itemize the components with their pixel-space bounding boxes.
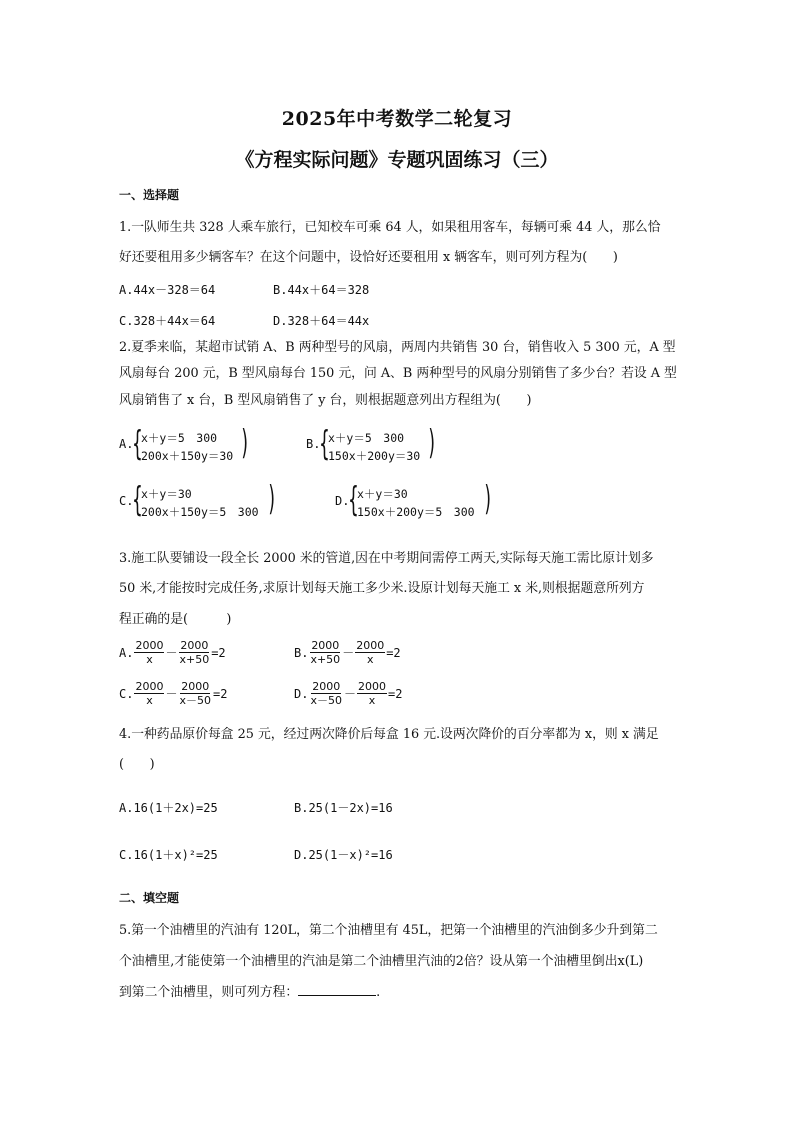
q2-option-b-label: B.	[306, 437, 321, 451]
q3-line-1: 3.施工队要铺设一段全长 2000 米的管道,因在中考期间需停工两天,实际每天施工需比原计划多	[119, 551, 654, 566]
section-heading-choice: 一、选择题	[119, 188, 180, 202]
section-heading-fill: 二、填空题	[119, 891, 180, 905]
q1-option-c: C.328＋44x＝64	[119, 314, 216, 328]
q4-line-2: ( )	[119, 757, 155, 772]
q3-option-a: A. $\frac{2000}{x}$ － $\frac{2000}{x+50}$ =2	[119, 639, 226, 666]
q1-line-1: 1.一队师生共 328 人乘车旅行，已知校车可乘 64 人，如果租用客车，每辆可乘 44 人，那么恰	[119, 220, 661, 235]
q2-option-b-system: { x＋y＝5 300 150x＋200y＝30 )	[319, 423, 435, 464]
q3-line-2: 50 米,才能按时完成任务,求原计划每天施工多少米.设原计划每天施工 x 米,则根据题意所列方	[119, 581, 645, 596]
q5-line-3: 到第二个油槽里，则可列方程： .	[119, 985, 381, 1000]
q4-option-a: A.16(1＋2x)=25	[119, 801, 218, 815]
q2-option-a-label: A.	[119, 437, 134, 451]
q1-option-a: A.44x－328＝64	[119, 283, 216, 297]
doc-title: 2025年中考数学二轮复习	[281, 108, 513, 130]
q4-line-1: 4.一种药品原价每盒 25 元，经过两次降价后每盒 16 元.设两次降价的百分率都为 x，则 x 满足	[119, 727, 659, 742]
q3-option-c: C. $\frac{2000}{x}$ － $\frac{2000}{x-50}$ =2	[119, 680, 228, 707]
q4-option-d: D.25(1－x)²=16	[294, 848, 393, 862]
q3-line-3: 程正确的是( )	[119, 612, 232, 627]
q2-option-a-system: { x＋y＝5 300 200x＋150y＝30 )	[132, 423, 248, 464]
q2-option-c-system: { x＋y＝30 200x＋150y＝5 300 )	[132, 479, 275, 520]
q4-option-c: C.16(1＋x)²=25	[119, 848, 218, 862]
q2-line-3: 风扇销售了 x 台，B 型风扇销售了 y 台，则根据题意列出方程组为( )	[119, 393, 532, 408]
q4-option-b: B.25(1－2x)=16	[294, 801, 393, 815]
q3-option-b: B. $\frac{2000}{x+50}$ － $\frac{2000}{x}$ =2	[294, 639, 401, 666]
q2-line-1: 2.夏季来临，某超市试销 A、B 两种型号的风扇，两周内共销售 30 台，销售收入 5 300 元，A 型	[119, 340, 676, 355]
q5-line-2: 个油槽里,才能使第一个油槽里的汽油是第二个油槽里汽油的2倍？设从第一个油槽里倒出x(L)	[119, 954, 644, 969]
q2-option-d-system: { x＋y＝30 150x＋200y＝5 300 )	[348, 479, 491, 520]
q1-line-2: 好还要租用多少辆客车？在这个问题中，设恰好还要租用 x 辆客车，则可列方程为( )	[119, 250, 618, 265]
q2-option-c-label: C.	[119, 494, 134, 508]
q2-line-2: 风扇每台 200 元，B 型风扇每台 150 元，问 A、B 两种型号的风扇分别销售了多少台？若设 A 型	[119, 366, 677, 381]
q2-option-d-label: D.	[335, 494, 350, 508]
doc-subtitle: 《方程实际问题》专题巩固练习（三）	[235, 149, 559, 171]
q1-option-b: B.44x＋64＝328	[273, 283, 370, 297]
q3-option-d: D. $\frac{2000}{x-50}$ － $\frac{2000}{x}$ =2	[294, 680, 403, 707]
q5-line-1: 5.第一个油槽里的汽油有 120L，第二个油槽里有 45L，把第一个油槽里的汽油倒多少升到第二	[119, 923, 658, 938]
q1-option-d: D.328＋64＝44x	[273, 314, 370, 328]
answer-blank[interactable]	[298, 983, 376, 996]
